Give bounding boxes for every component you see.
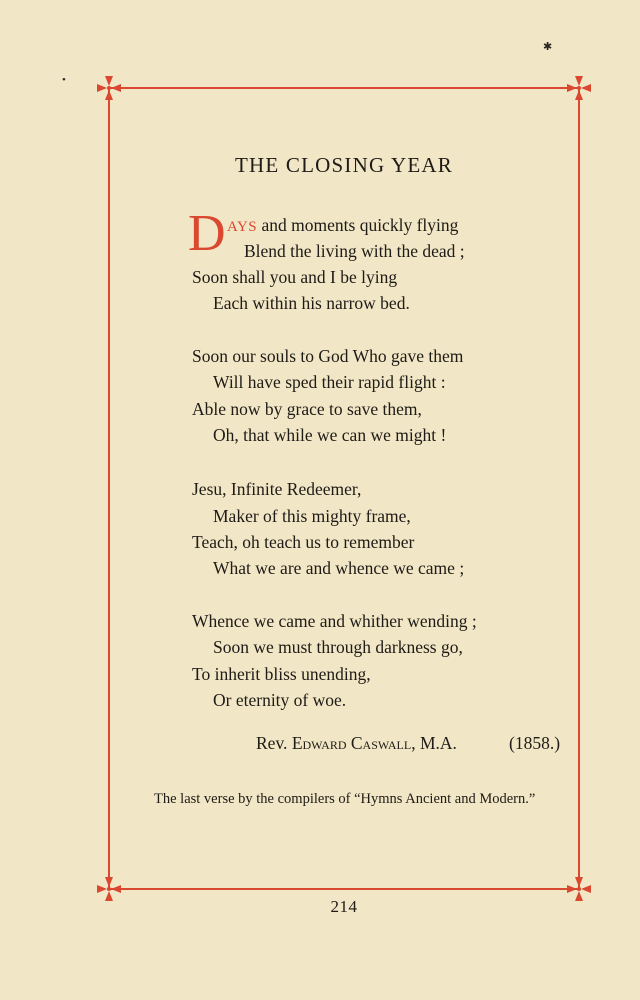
- poem-line: Or eternity of woe.: [213, 690, 347, 710]
- ink-speck: ✱: [543, 41, 553, 53]
- drop-cap: D: [188, 205, 226, 262]
- author-suffix: , M.A.: [411, 733, 457, 753]
- poem-line: Blend the living with the dead ;: [244, 241, 465, 261]
- poem-line: Whence we came and whither wending ;: [192, 611, 477, 631]
- poem-first-line: [227, 215, 458, 236]
- frame-left-rule: [108, 87, 110, 890]
- footnote: The last verse by the compilers of “Hymns Ancient and Modern.”: [154, 791, 536, 807]
- poem-line: Able now by grace to save them,: [192, 399, 422, 419]
- cross-pattee-icon: [97, 76, 121, 100]
- poem-line: Will have sped their rapid flight :: [213, 372, 446, 392]
- author-prefix: Rev.: [256, 733, 292, 753]
- poem-line: Maker of this mighty frame,: [213, 506, 411, 526]
- page-number: 214: [330, 897, 358, 916]
- poem-line: Each within his narrow bed.: [213, 293, 410, 313]
- author-year: (1858.): [509, 733, 561, 753]
- poem-line: To inherit bliss unending,: [192, 664, 371, 684]
- poem-line: Soon we must through darkness go,: [213, 637, 463, 657]
- poem-title: THE CLOSING YEAR: [235, 153, 453, 177]
- poem-line: What we are and whence we came ;: [213, 558, 465, 578]
- cross-pattee-icon: [567, 76, 591, 100]
- poem-line: Jesu, Infinite Redeemer,: [192, 479, 362, 499]
- author-name: Edward Caswall: [291, 733, 412, 753]
- poem-line: Oh, that while we can we might !: [213, 425, 447, 445]
- author-attribution: [256, 733, 457, 754]
- poem-line: Teach, oh teach us to remember: [192, 532, 415, 552]
- poem-line: Soon our souls to God Who gave them: [192, 346, 464, 366]
- frame-right-rule: [578, 87, 580, 890]
- first-line-rest: and moments quickly flying: [257, 215, 459, 235]
- poem-line: Soon shall you and I be lying: [192, 267, 398, 287]
- frame-top-rule: [108, 87, 580, 89]
- first-word-caps: AYS: [227, 219, 258, 235]
- ink-speck: •: [62, 74, 66, 86]
- frame-bottom-rule: [108, 888, 580, 890]
